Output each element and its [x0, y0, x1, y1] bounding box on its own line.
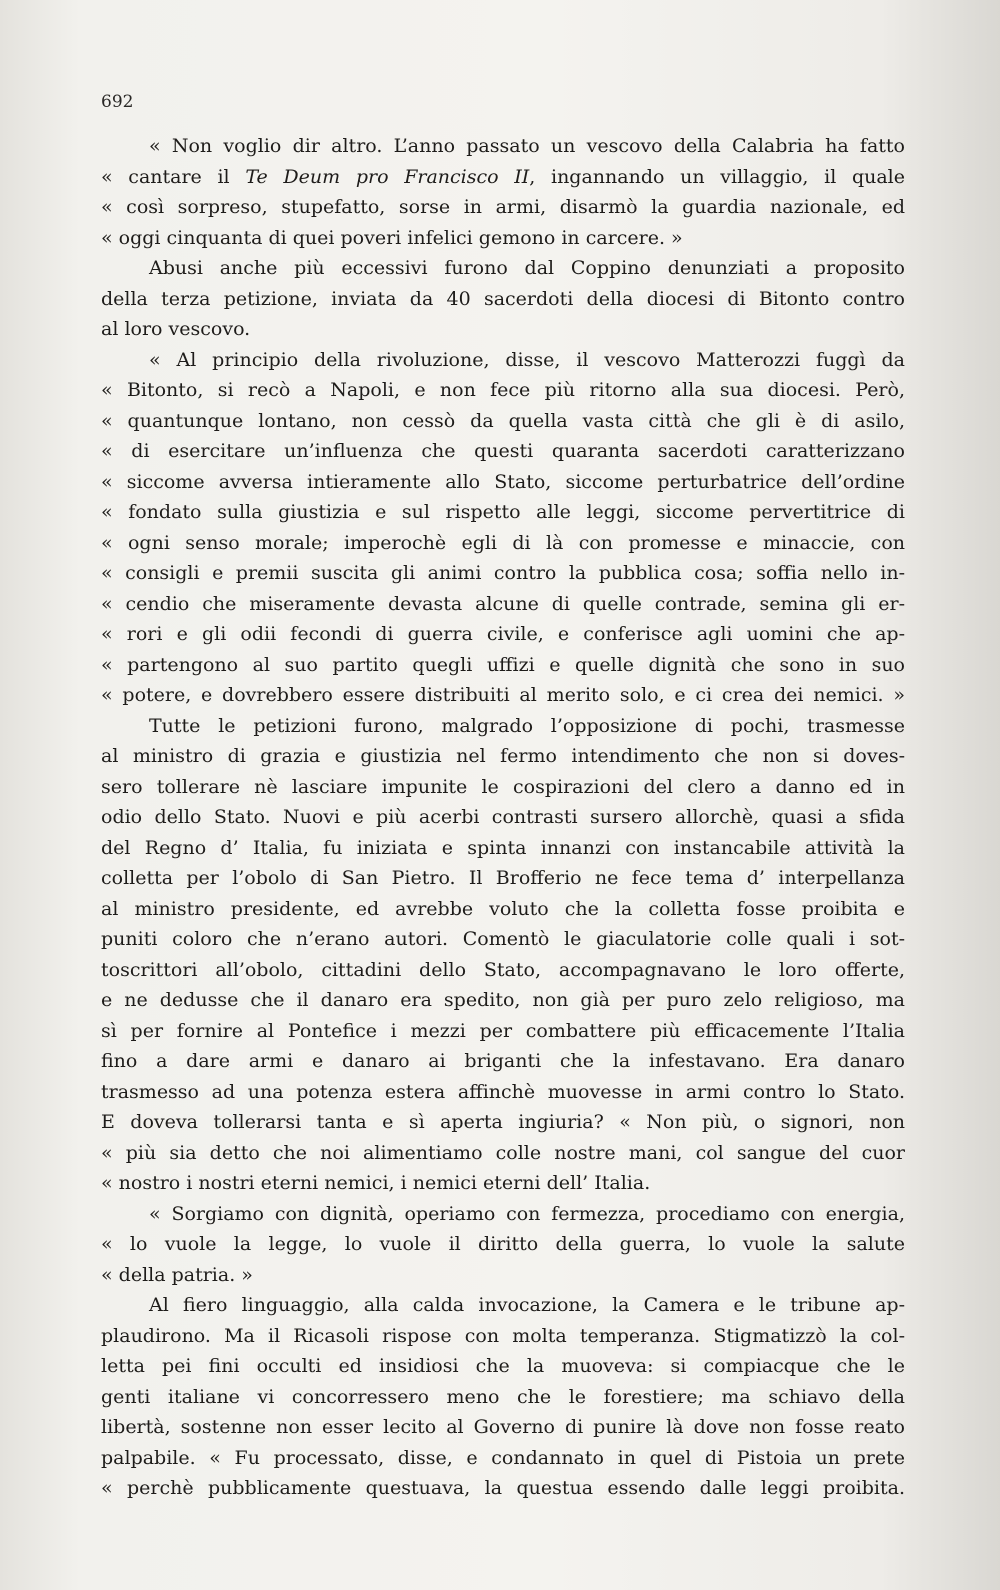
- text-line: letta pei fini occulti ed insidiosi che la muoveva: si compiacque che le: [101, 1355, 905, 1377]
- text-line: « più sia detto che noi alimentiamo colle nostre mani, col sangue del cuor: [101, 1141, 905, 1164]
- text-line: « rori e gli odii fecondi di guerra civile, e conferisce agli uomini che ap-: [101, 623, 905, 645]
- text-line: « perchè pubblicamente questuava, la questua essendo dalle leggi proibita.: [101, 1477, 905, 1499]
- text-line: colletta per l’obolo di San Pietro. Il Brofferio ne fece tema d’ interpellanza: [101, 867, 905, 889]
- text-line: Abusi anche più eccessivi furono dal Coppino denunziati a proposito: [149, 257, 905, 279]
- text-line: E doveva tollerarsi tanta e sì aperta ingiuria? « Non più, o signori, non: [101, 1111, 905, 1133]
- text-line: plaudirono. Ma il Ricasoli rispose con molta temperanza. Stigmatizzò la col-: [101, 1324, 905, 1347]
- text-line: « partengono al suo partito quegli uffizi e quelle dignità che sono in suo: [101, 653, 905, 676]
- italic-title: Te Deum pro Francisco II: [245, 165, 530, 188]
- text-line: « potere, e dovrebbero essere distribuiti al merito solo, e ci crea dei nemici. »: [101, 684, 905, 706]
- text-line: della terza petizione, inviata da 40 sacerdoti della diocesi di Bitonto contro: [101, 287, 905, 310]
- text-line: « così sorpreso, stupefatto, sorse in armi, disarmò la guardia nazionale, ed: [101, 196, 905, 218]
- text-line: « ogni senso morale; imperochè egli di là con promesse e minaccie, con: [101, 531, 905, 554]
- text-line: palpabile. « Fu processato, disse, e condannato in quel di Pistoia un prete: [101, 1446, 905, 1469]
- text-line: « Non voglio dir altro. L’anno passato un vescovo della Calabria ha fatto: [149, 135, 905, 157]
- text-line: « cendio che miseramente devasta alcune di quelle contrade, semina gli er-: [101, 592, 905, 615]
- text-line: puniti coloro che n’erano autori. Comentò le giaculatorie colle quali i sot-: [101, 928, 905, 950]
- body-text: [101, 131, 905, 1504]
- text-line: « siccome avversa intieramente allo Stato, siccome perturbatrice dell’ordine: [101, 470, 905, 493]
- text-line: al ministro di grazia e giustizia nel fermo intendimento che non si doves-: [101, 745, 905, 767]
- text-line: libertà, sostenne non esser lecito al Governo di punire là dove non fosse reato: [101, 1416, 905, 1438]
- text-line: « Sorgiamo con dignità, operiamo con fermezza, procediamo con energia,: [149, 1202, 905, 1225]
- text-segment: , ingannando un villaggio, il quale: [529, 165, 905, 188]
- text-line: [101, 162, 905, 193]
- text-line: « di esercitare un’influenza che questi quaranta sacerdoti caratterizzano: [101, 440, 905, 462]
- text-line: genti italiane vi concorressero meno che le forestiere; ma schiavo della: [101, 1385, 905, 1408]
- text-line: « nostro i nostri eterni nemici, i nemici eterni dell’ Italia.: [101, 1172, 651, 1194]
- text-line: « oggi cinquanta di quei poveri infelici gemono in carcere. »: [101, 226, 683, 249]
- text-line: « della patria. »: [101, 1263, 253, 1286]
- text-line: al loro vescovo.: [101, 318, 251, 340]
- text-line: al ministro presidente, ed avrebbe voluto che la colletta fosse proibita e: [101, 897, 905, 920]
- page-number: 692: [101, 92, 134, 112]
- text-segment: « cantare il: [101, 165, 246, 188]
- text-line: sì per fornire al Pontefice i mezzi per combattere più efficacemente l’Italia: [101, 1019, 905, 1042]
- text-line: « lo vuole la legge, lo vuole il diritto della guerra, lo vuole la salute: [101, 1233, 905, 1255]
- text-line: odio dello Stato. Nuovi e più acerbi contrasti sursero allorchè, quasi a sfida: [101, 806, 905, 828]
- text-line: trasmesso ad una potenza estera affinchè muovesse in armi contro lo Stato.: [101, 1080, 905, 1103]
- text-line: « consigli e premii suscita gli animi contro la pubblica cosa; soffia nello in-: [101, 562, 905, 584]
- text-line: « fondato sulla giustizia e sul rispetto alle leggi, siccome pervertitrice di: [101, 501, 905, 523]
- text-line: del Regno d’ Italia, fu iniziata e spinta innanzi con instancabile attività la: [101, 836, 905, 859]
- text-line: sero tollerare nè lasciare impunite le cospirazioni del clero a danno ed in: [101, 775, 905, 798]
- text-line: « Al principio della rivoluzione, disse, il vescovo Matterozzi fuggì da: [149, 348, 905, 371]
- text-line: Al fiero linguaggio, alla calda invocazione, la Camera e le tribune ap-: [149, 1294, 905, 1316]
- text-line: « quantunque lontano, non cessò da quella vasta città che gli è di asilo,: [101, 409, 905, 432]
- text-line: e ne dedusse che il danaro era spedito, non già per puro zelo religioso, ma: [101, 989, 905, 1011]
- text-line: Tutte le petizioni furono, malgrado l’opposizione di pochi, trasmesse: [149, 714, 905, 737]
- text-line: toscrittori all’obolo, cittadini dello Stato, accompagnavano le loro offerte,: [101, 958, 905, 981]
- text-line: « Bitonto, si recò a Napoli, e non fece più ritorno alla sua diocesi. Però,: [101, 379, 905, 401]
- text-line: fino a dare armi e danaro ai briganti che la infestavano. Era danaro: [101, 1050, 905, 1072]
